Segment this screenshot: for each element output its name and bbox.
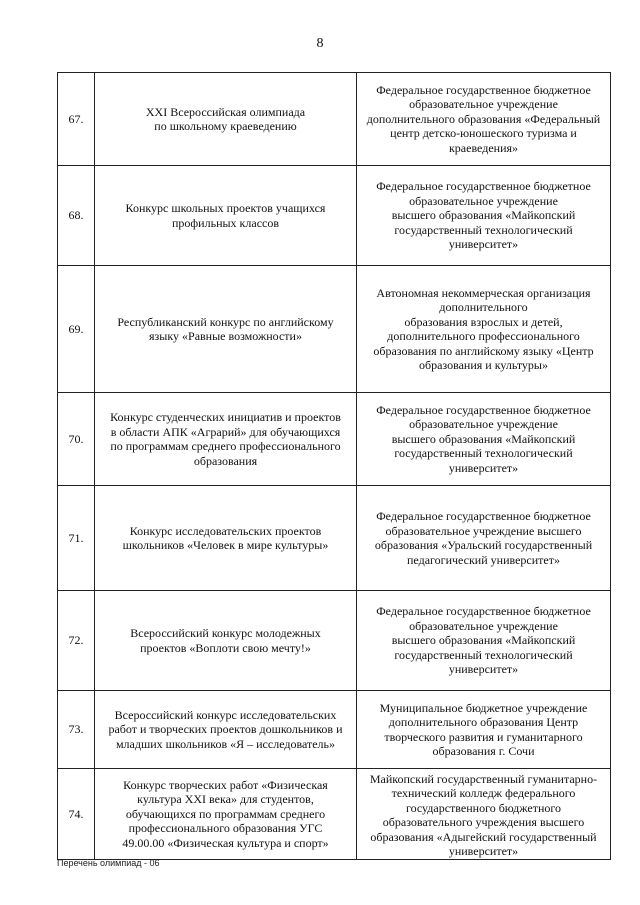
row-number: 69. [58, 266, 95, 393]
competitions-table [57, 72, 611, 860]
organizer: Майкопский государственный гуманитарно- технический колледж федерального государственного бюджетного образовательного учреждения высшего образования «Адыгейский государственный университет» [357, 769, 611, 860]
organizer: Федеральное государственное бюджетное образовательное учреждение дополнительного образования «Федеральный центр детско-юношеского туризма и краеведения» [357, 73, 611, 166]
table-row [58, 393, 611, 486]
competition-name: Конкурс школьных проектов учащихся профильных классов [95, 166, 357, 266]
row-number: 73. [58, 691, 95, 769]
table-row [58, 591, 611, 691]
competition-name: XXI Всероссийская олимпиада по школьному краеведению [95, 73, 357, 166]
competition-name: Конкурс исследовательских проектов школьников «Человек в мире культуры» [95, 486, 357, 591]
competition-name: Конкурс творческих работ «Физическая культура XXI века» для студентов, обучающихся по программам среднего профессионального образования УГС 49.00.00 «Физическая культура и спорт» [95, 769, 357, 860]
organizer: Федеральное государственное бюджетное образовательное учреждение высшего образования «Майкопский государственный технологический университет» [357, 591, 611, 691]
competition-name: Конкурс студенческих инициатив и проектов в области АПК «Аграрий» для обучающихся по программам среднего профессионального образования [95, 393, 357, 486]
row-number: 67. [58, 73, 95, 166]
competition-name: Всероссийский конкурс молодежных проектов «Воплоти свою мечту!» [95, 591, 357, 691]
page-number: 8 [316, 36, 324, 51]
row-number: 74. [58, 769, 95, 860]
table-row [58, 691, 611, 769]
organizer: Муниципальное бюджетное учреждение дополнительного образования Центр творческого развития и гуманитарного образования г. Сочи [357, 691, 611, 769]
row-number: 71. [58, 486, 95, 591]
organizer: Федеральное государственное бюджетное образовательное учреждение высшего образования «Майкопский государственный технологический университет» [357, 393, 611, 486]
competition-name: Всероссийский конкурс исследовательских работ и творческих проектов дошкольников и младших школьников «Я – исследователь» [95, 691, 357, 769]
table-row [58, 769, 611, 860]
competition-name: Республиканский конкурс по английскому языку «Равные возможности» [95, 266, 357, 393]
organizer: Федеральное государственное бюджетное образовательное учреждение высшего образования «Уральский государственный педагогический университет» [357, 486, 611, 591]
organizer: Федеральное государственное бюджетное образовательное учреждение высшего образования «Майкопский государственный технологический университет» [357, 166, 611, 266]
row-number: 70. [58, 393, 95, 486]
table-row [58, 166, 611, 266]
table-row [58, 486, 611, 591]
row-number: 72. [58, 591, 95, 691]
table-row [58, 73, 611, 166]
organizer: Автономная некоммерческая организация дополнительного образования взрослых и детей, дополнительного профессионального образования по английскому языку «Центр образования и культуры» [357, 266, 611, 393]
row-number: 68. [58, 166, 95, 266]
footer-note: Перечень олимпиад - 06 [57, 858, 160, 868]
table-row [58, 266, 611, 393]
